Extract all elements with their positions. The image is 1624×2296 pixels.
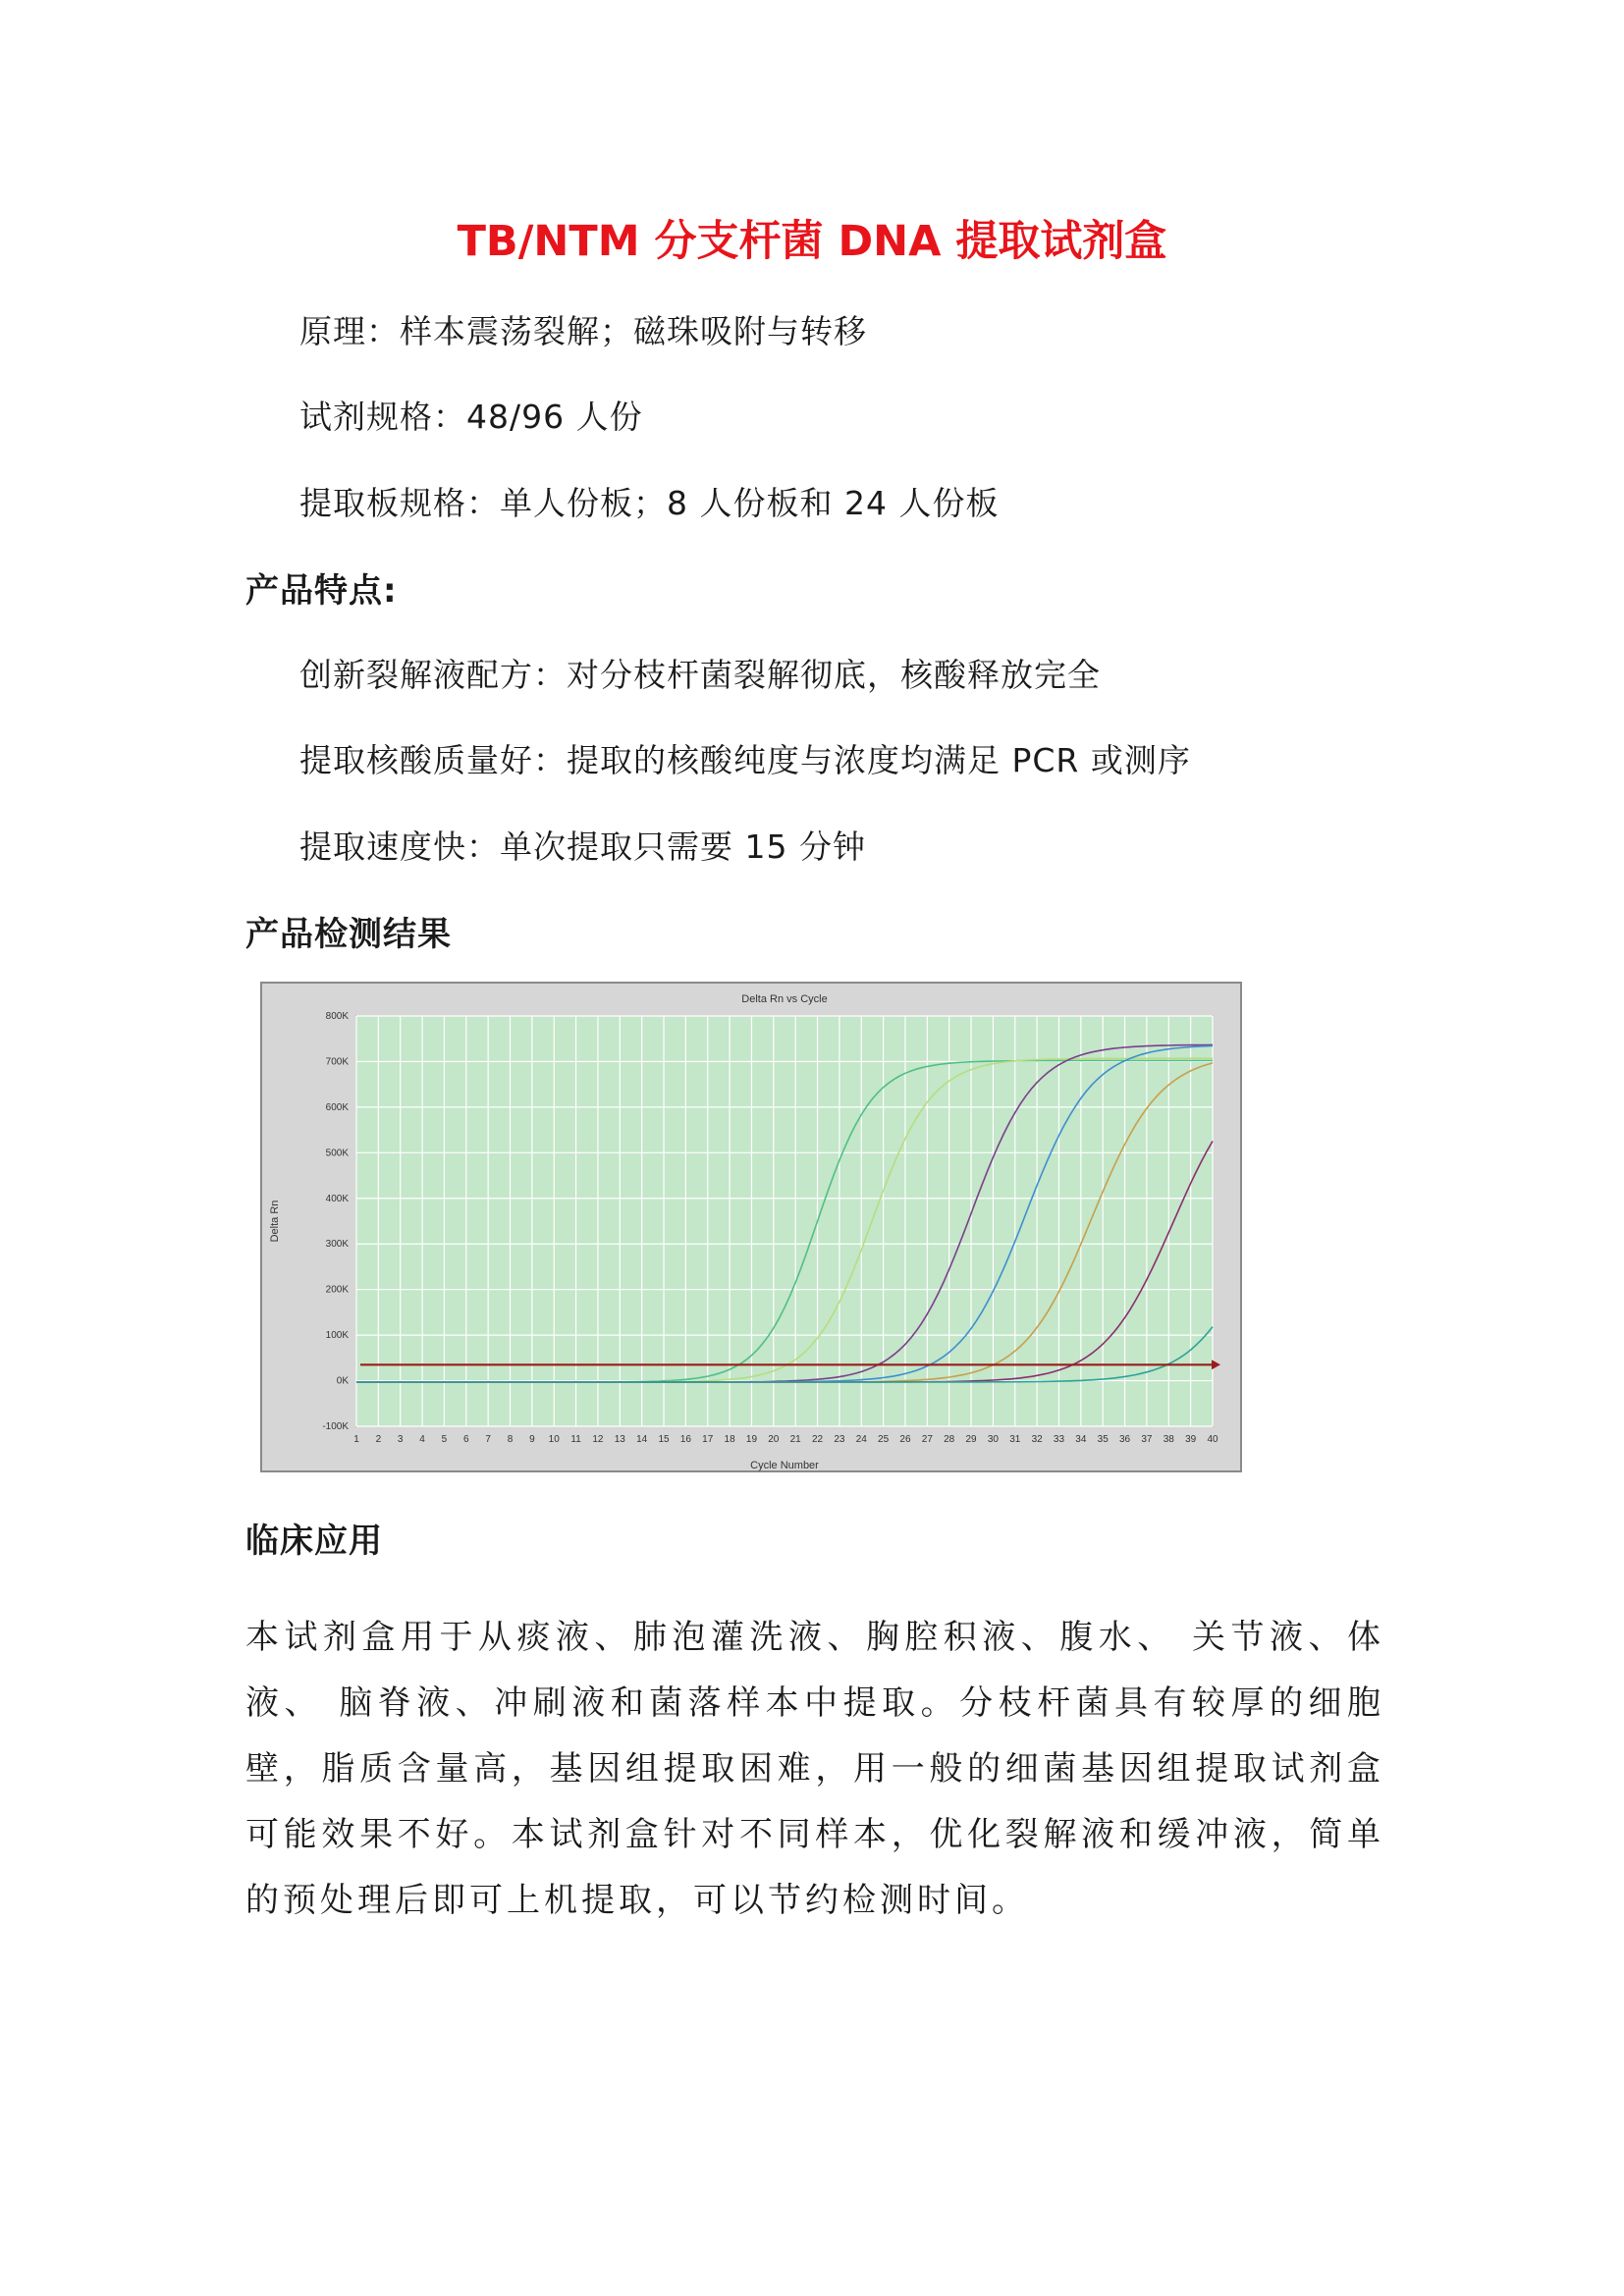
x-tick-label: 5	[441, 1434, 448, 1445]
y-tick-label: 0K	[336, 1375, 349, 1387]
y-tick-label: 200K	[325, 1284, 349, 1296]
x-tick-label: 13	[614, 1434, 625, 1445]
feature-item: 提取核酸质量好：提取的核酸纯度与浓度均满足 PCR 或测序	[299, 741, 1191, 779]
y-tick-label: -100K	[322, 1421, 349, 1432]
y-axis-label: Delta Rn	[269, 1200, 281, 1243]
y-tick-label: 700K	[325, 1056, 349, 1068]
x-tick-label: 36	[1119, 1434, 1131, 1445]
clinical-heading: 临床应用	[245, 1522, 383, 1561]
x-tick-label: 8	[507, 1434, 514, 1445]
x-tick-label: 35	[1097, 1434, 1109, 1445]
spec-line: 试剂规格：48/96 人份	[299, 398, 643, 436]
features-heading: 产品特点:	[245, 571, 398, 611]
y-tick-label: 500K	[325, 1148, 349, 1159]
x-tick-label: 2	[375, 1434, 382, 1445]
x-tick-label: 9	[529, 1434, 535, 1445]
x-tick-label: 3	[397, 1434, 404, 1445]
y-tick-label: 800K	[325, 1011, 349, 1022]
y-tick-label: 600K	[325, 1101, 349, 1113]
chart-title: Delta Rn vs Cycle	[741, 993, 828, 1005]
x-tick-label: 29	[965, 1434, 977, 1445]
x-tick-label: 15	[658, 1434, 670, 1445]
y-tick-label: 100K	[325, 1330, 349, 1342]
x-tick-label: 21	[789, 1434, 801, 1445]
x-tick-label: 14	[636, 1434, 648, 1445]
x-tick-label: 16	[679, 1434, 691, 1445]
x-tick-label: 4	[419, 1434, 425, 1445]
x-tick-label: 23	[834, 1434, 845, 1445]
x-tick-label: 17	[702, 1434, 714, 1445]
x-tick-label: 1	[353, 1434, 359, 1445]
x-tick-label: 24	[855, 1434, 867, 1445]
results-heading: 产品检测结果	[245, 915, 452, 954]
page-title: TB/NTM 分支杆菌 DNA 提取试剂盒	[457, 217, 1167, 266]
x-tick-label: 7	[485, 1434, 491, 1445]
clinical-paragraph: 本试剂盒用于从痰液、肺泡灌洗液、胸腔积液、腹水、 关节液、体液、 脑脊液、冲刷液和菌落样本中提取。分枝杆菌具有较厚的细胞壁，脂质含量高，基因组提取困难，用一般的细菌基因组提取试剂盒可能效果不好。本试剂盒针对不同样本，优化裂解液和缓冲液，简单的预处理后即可上机提取，可以节约检测时间。	[245, 1618, 1384, 1920]
x-tick-label: 11	[570, 1434, 581, 1445]
threshold-arrow-icon	[1212, 1360, 1220, 1369]
x-tick-label: 33	[1053, 1434, 1065, 1445]
x-tick-label: 37	[1141, 1434, 1153, 1445]
x-tick-label: 30	[987, 1434, 999, 1445]
x-tick-label: 31	[1009, 1434, 1021, 1445]
x-tick-label: 40	[1207, 1434, 1218, 1445]
x-tick-label: 20	[768, 1434, 780, 1445]
x-tick-label: 27	[921, 1434, 933, 1445]
x-tick-label: 26	[899, 1434, 911, 1445]
y-tick-label: 400K	[325, 1193, 349, 1204]
x-tick-label: 32	[1031, 1434, 1043, 1445]
feature-item: 创新裂解液配方：对分枝杆菌裂解彻底，核酸释放完全	[299, 656, 1101, 694]
x-tick-label: 12	[592, 1434, 604, 1445]
amplification-chart	[260, 982, 1242, 1472]
feature-item: 提取速度快：单次提取只需要 15 分钟	[299, 828, 866, 866]
x-tick-label: 19	[745, 1434, 758, 1445]
x-axis-label: Cycle Number	[750, 1460, 819, 1471]
y-tick-label: 300K	[325, 1239, 349, 1251]
x-tick-label: 28	[944, 1434, 955, 1445]
principle-line: 原理：样本震荡裂解；磁珠吸附与转移	[299, 312, 867, 350]
x-tick-label: 25	[878, 1434, 890, 1445]
x-tick-label: 18	[724, 1434, 735, 1445]
x-tick-label: 38	[1163, 1434, 1174, 1445]
x-tick-label: 6	[463, 1434, 469, 1445]
x-tick-label: 10	[548, 1434, 560, 1445]
x-tick-label: 39	[1185, 1434, 1197, 1445]
chart-svg	[262, 984, 1244, 1474]
x-tick-label: 34	[1075, 1434, 1087, 1445]
plate-line: 提取板规格：单人份板；8 人份板和 24 人份板	[299, 484, 1000, 522]
x-tick-label: 22	[811, 1434, 824, 1445]
